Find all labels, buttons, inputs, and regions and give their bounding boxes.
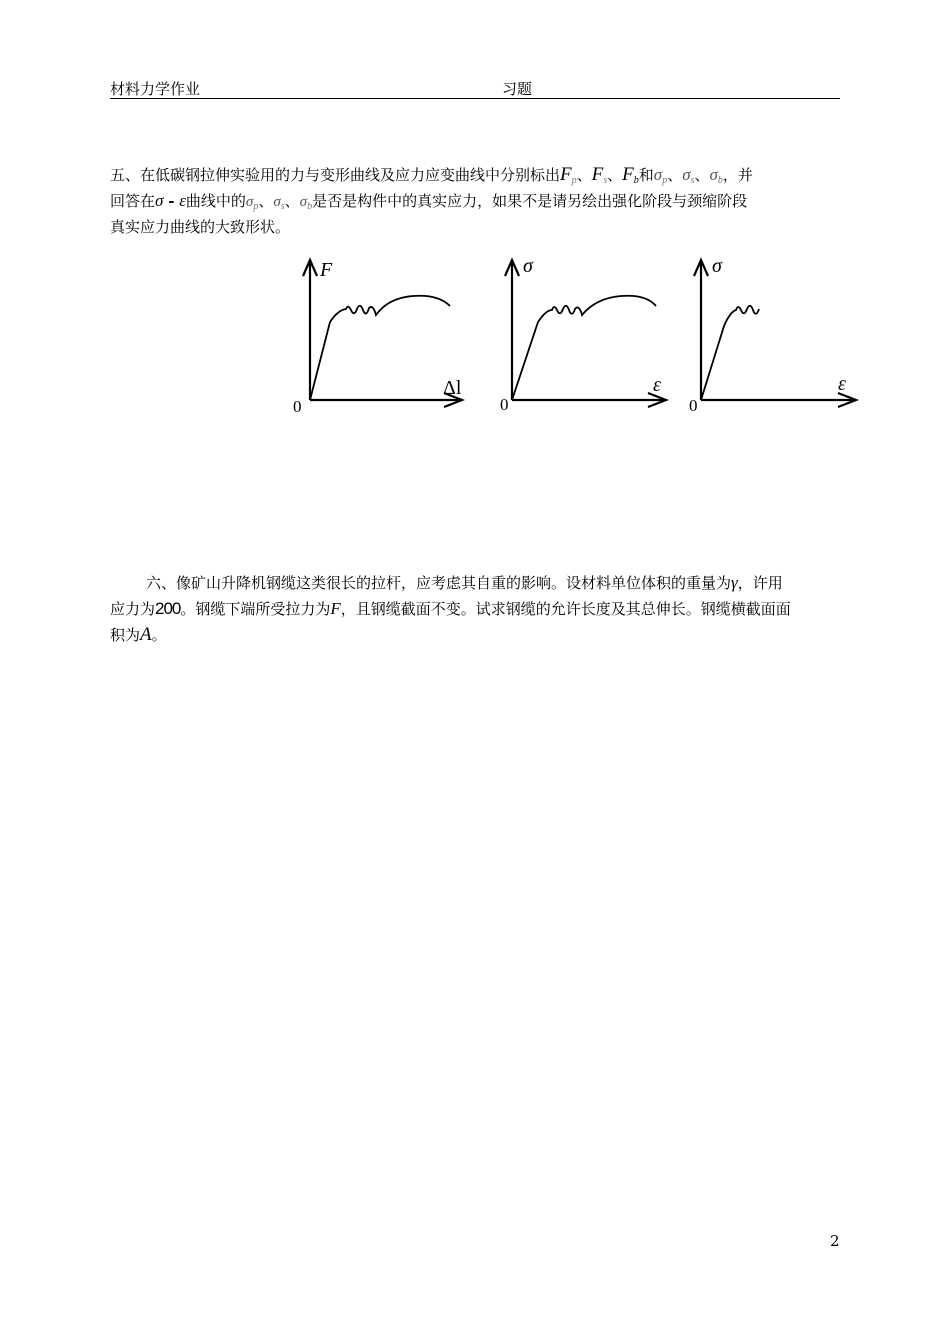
y-axis-label: F xyxy=(320,259,333,281)
dash: - xyxy=(168,192,175,210)
graph-stress-strain xyxy=(496,252,686,426)
symbol-sigma-s: $\sigma_s$ xyxy=(682,165,695,186)
separator: 、 xyxy=(258,192,274,210)
problem-6-line-2 xyxy=(110,596,840,622)
symbol-sigma-s: $\sigma_s$ xyxy=(273,194,285,212)
text: 是否是构件中的真实应力，如果不是请另绘出强化阶段与颈缩阶段 xyxy=(312,192,748,210)
page-number: 2 xyxy=(830,1232,840,1250)
origin-label: 0 xyxy=(689,396,698,415)
separator: 、 xyxy=(576,166,592,184)
origin-label: 0 xyxy=(293,397,302,416)
x-axis-label: Δl xyxy=(443,377,462,399)
separator: 、 xyxy=(284,192,300,210)
text: 。 xyxy=(151,626,167,644)
symbol-sigma: σ xyxy=(155,191,164,210)
graph-force-elongation xyxy=(288,252,478,426)
problem-6 xyxy=(110,570,840,648)
symbol-A: A xyxy=(140,624,152,645)
symbol-sigma-b: $\sigma_b$ xyxy=(299,194,313,212)
problem-5-line-3: 真实应力曲线的大致形状。 xyxy=(110,218,291,236)
problem-5 xyxy=(110,162,840,240)
symbol-F: F xyxy=(330,599,341,618)
text: 和 xyxy=(638,166,654,184)
symbol-sigma-p: $\sigma_p$ xyxy=(653,165,668,186)
text: 五、在低碳钢拉伸实验用的力与变形曲线及应力应变曲线中分别标出 xyxy=(110,166,561,184)
symbol-epsilon: ε xyxy=(179,191,186,210)
load-curve xyxy=(310,296,450,400)
symbol-sigma-b: $\sigma_b$ xyxy=(709,165,723,186)
text: 回答在 xyxy=(110,192,156,210)
y-axis-label: σ xyxy=(712,255,722,277)
symbol-Fp: $F_p$ xyxy=(560,164,577,186)
symbol-sigma-p: $\sigma_p$ xyxy=(245,194,259,212)
partial-stress-curve xyxy=(701,306,759,400)
stress-curve xyxy=(512,296,656,400)
graph-stress-strain-svg xyxy=(496,252,686,422)
origin-label: 0 xyxy=(500,395,509,414)
problem-5-line-2 xyxy=(110,188,840,214)
text: ，许用 xyxy=(737,574,783,592)
symbol-gamma: γ xyxy=(731,573,738,592)
text: 六、像矿山升降机钢缆这类很长的拉杆，应考虑其自重的影响。设材料单位体积的重量为 xyxy=(146,574,732,592)
separator: 、 xyxy=(607,166,623,184)
problem-5-line-1 xyxy=(110,162,840,188)
graph-stress-strain-blank xyxy=(686,252,876,426)
allowable-stress-value: 200 xyxy=(155,599,181,618)
y-axis-label: σ xyxy=(523,255,533,277)
symbol-Fs: $F_s$ xyxy=(591,164,608,186)
text: 曲线中的 xyxy=(185,192,246,210)
header-course-title: 材料力学作业 xyxy=(110,80,201,98)
separator: 、 xyxy=(667,166,683,184)
x-axis-label: ε xyxy=(653,374,661,396)
text: ，并 xyxy=(722,166,753,184)
symbol-Fb: $F_b$ xyxy=(622,164,639,186)
text: 积为 xyxy=(110,626,141,644)
text: 。钢缆下端所受拉力为 xyxy=(180,600,331,618)
page-header xyxy=(110,76,840,99)
problem-6-line-3 xyxy=(110,622,840,648)
separator: 、 xyxy=(694,166,710,184)
text: ，且钢缆截面不变。试求钢缆的允许长度及其总伸长。钢缆横截面面 xyxy=(340,600,791,618)
graph-force-elongation-svg xyxy=(288,252,478,422)
problem-6-line-1 xyxy=(110,570,840,596)
text: 应力为 xyxy=(110,600,156,618)
graph-stress-strain-blank-svg xyxy=(686,252,876,422)
header-section-title: 习题 xyxy=(502,80,533,98)
x-axis-label: ε xyxy=(838,373,846,395)
